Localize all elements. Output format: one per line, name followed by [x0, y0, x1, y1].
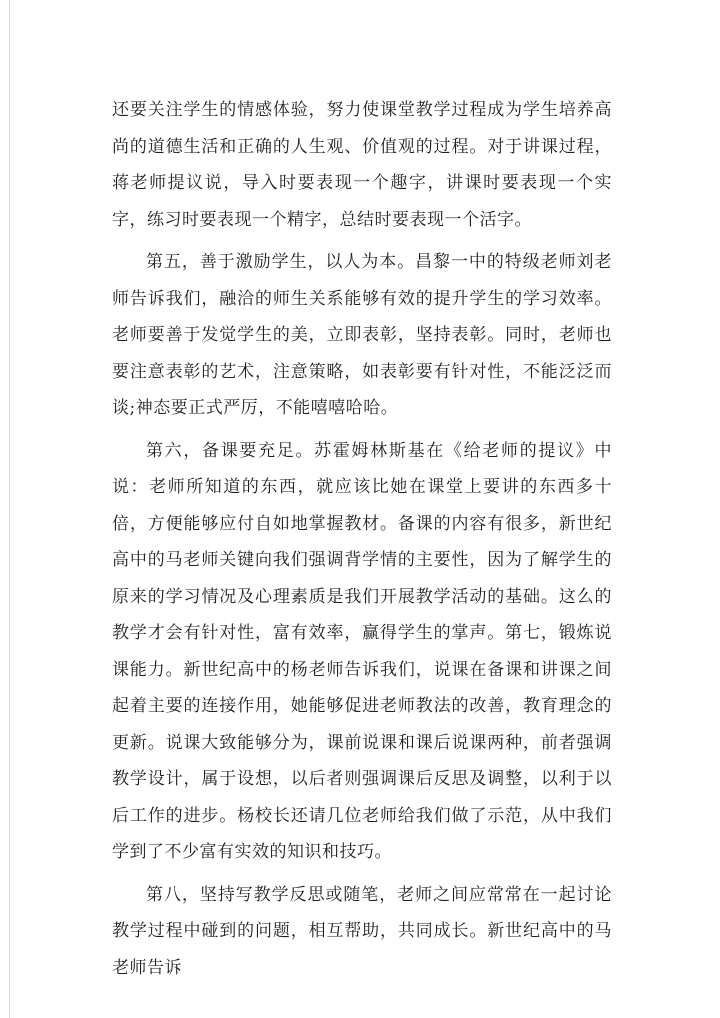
document-body: [112, 92, 612, 986]
paragraph-4: 第八，坚持写教学反思或随笔，老师之间应常常在一起讨论教学过程中碰到的问题，相互帮助，共同成长。新世纪高中的马老师告诉: [112, 884, 612, 978]
paragraph-2: 第五，善于激励学生，以人为本。昌黎一中的特级老师刘老师告诉我们，融洽的师生关系能够有效的提升学生的学习效率。老师要善于发觉学生的美，立即表彰，坚持表彰。同时，老师也要注意表彰的艺术，注意策略，如表彰要有针对性，不能泛泛而谈;神态要正式严厉，不能嘻嘻哈哈。: [112, 252, 612, 418]
page-edge-line: [9, 0, 10, 1018]
paragraph-3: 第六，备课要充足。苏霍姆林斯基在《给老师的提议》中说：老师所知道的东西，就应该比她在课堂上要讲的东西多十倍，方便能够应付自如地掌握教材。备课的内容有很多，新世纪高中的马老师关键向我们强调背学情的主要性，因为了解学生的原来的学习情况及心理素质是我们开展教学活动的基础。这么的教学才会有针对性，富有效率，赢得学生的掌声。第七，锻炼说课能力。新世纪高中的杨老师告诉我们，说课在备课和讲课之间起着主要的连接作用，她能够促进老师教法的改善，教育理念的更新。说课大致能够分为，课前说课和课后说课两种，前者强调教学设计，属于设想，以后者则强调课后反思及调整，以利于以后工作的进步。杨校长还请几位老师给我们做了示范，从中我们学到了不少富有实效的知识和技巧。: [112, 440, 612, 862]
paragraph-1: 还要关注学生的情感体验，努力使课堂教学过程成为学生培养高尚的道德生活和正确的人生观、价值观的过程。对于讲课过程，蒋老师提议说，导入时要表现一个趣字，讲课时要表现一个实字，练习时要表现一个精字，总结时要表现一个活字。: [112, 100, 612, 230]
